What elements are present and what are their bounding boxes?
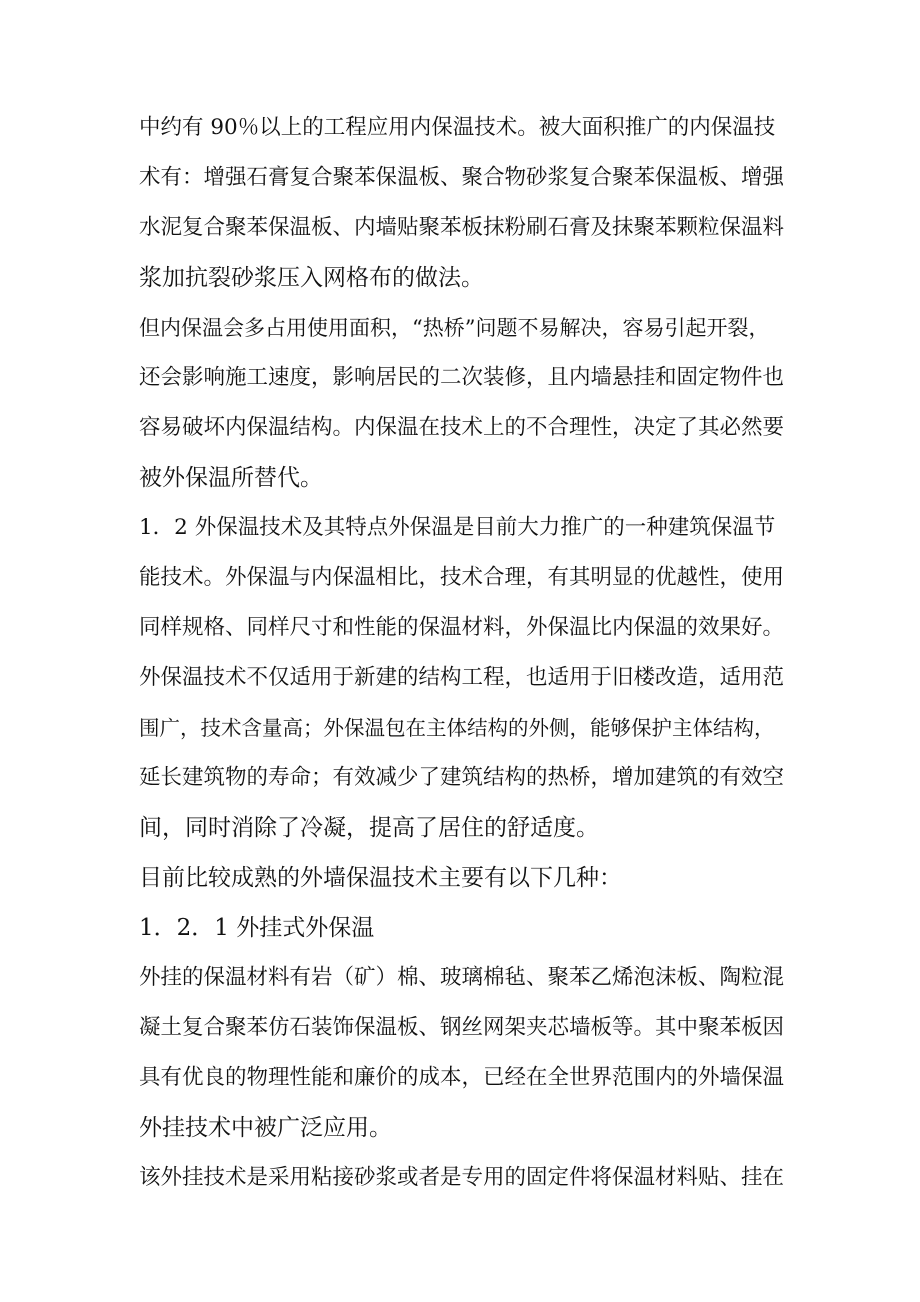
text-line: 还会影响施工速度，影响居民的二次装修，且内墙悬挂和固定物件也 (139, 365, 785, 390)
text-line: 间，同时消除了冷凝，提高了居住的舒适度。 (139, 815, 599, 841)
text-line: 外挂的保温材料有岩（矿）棉、玻璃棉毡、聚苯乙烯泡沫板、陶粒混 (139, 965, 785, 990)
text-line: 该外挂技术是采用粘接砂浆或者是专用的固定件将保温材料贴、挂在 (139, 1165, 785, 1190)
text-line: 外保温技术不仅适用于新建的结构工程，也适用于旧楼改造，适用范 (139, 665, 785, 690)
text-line: 外挂技术中被广泛应用。 (139, 1115, 392, 1141)
text-line: 中约有 90％以上的工程应用内保温技术。被大面积推广的内保温技 (139, 115, 776, 140)
text-line: 浆加抗裂砂浆压入网格布的做法。 (139, 265, 484, 291)
text-line: 术有：增强石膏复合聚苯保温板、聚合物砂浆复合聚苯保温板、增强 (139, 165, 785, 190)
text-line: 具有优良的物理性能和廉价的成本，已经在全世界范围内的外墙保温 (139, 1065, 785, 1090)
text-line: 围广，技术含量高；外保温包在主体结构的外侧，能够保护主体结构， (139, 716, 775, 740)
subsection-heading: 1．2．1 外挂式外保温 (139, 915, 375, 941)
text-line: 水泥复合聚苯保温板、内墙贴聚苯板抹粉刷石膏及抹聚苯颗粒保温料 (139, 215, 785, 240)
text-line: 但内保温会多占用使用面积，“热桥”问题不易解决，容易引起开裂， (139, 316, 770, 340)
text-line: 容易破坏内保温结构。内保温在技术上的不合理性，决定了其必然要 (139, 415, 785, 440)
text-line: 凝土复合聚苯仿石装饰保温板、钢丝网架夹芯墙板等。其中聚苯板因 (139, 1015, 785, 1040)
text-line: 被外保温所替代。 (139, 465, 323, 491)
text-line: 同样规格、同样尺寸和性能的保温材料，外保温比内保温的效果好。 (139, 615, 785, 640)
text-line: 延长建筑物的寿命；有效减少了建筑结构的热桥，增加建筑的有效空 (139, 765, 785, 790)
text-line: 目前比较成熟的外墙保温技术主要有以下几种： (139, 865, 622, 891)
section-heading: 1．2 外保温技术及其特点外保温是目前大力推广的一种建筑保温节 (139, 515, 776, 540)
text-line: 能技术。外保温与内保温相比，技术合理，有其明显的优越性，使用 (139, 565, 785, 590)
